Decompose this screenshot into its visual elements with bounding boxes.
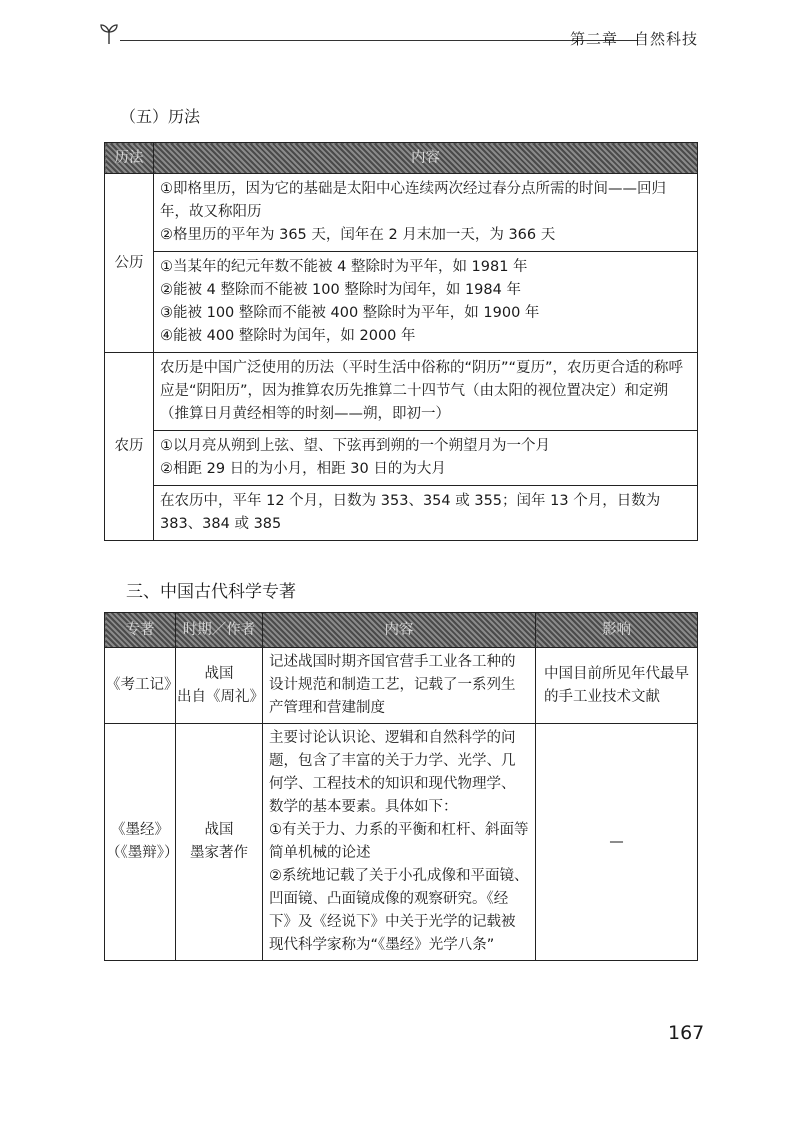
calendar-table (104, 142, 698, 541)
content-line: ②系统地记载了关于小孔成像和平面镜、凹面镜、凸面镜成像的观察研究。《经下》及《经说下》中关于光学的记载被现代科学家称为“《墨经》光学八条” (269, 868, 529, 953)
header-cell-content: 内容 (263, 613, 536, 648)
table-row (105, 724, 698, 961)
content-line: ①当某年的纪元年数不能被 4 整除时为平年，如 1981 年 (160, 259, 528, 275)
calendar-name: 农历 (105, 353, 154, 541)
content-block (154, 353, 697, 431)
page-header (98, 22, 698, 52)
sprout-icon (98, 22, 120, 46)
work-content (263, 648, 536, 724)
content-line: ④能被 400 整除时为闰年，如 2000 年 (160, 328, 416, 344)
work-title-alt: （《墨辩》） (106, 845, 179, 861)
content-line: ②格里历的平年为 365 天，闰年在 2 月末加一天，为 366 天 (160, 227, 556, 243)
table-header-row (105, 613, 698, 648)
header-cell-calendar: 历法 (105, 143, 154, 174)
table-row-lunar (105, 353, 698, 541)
content-block (154, 431, 697, 486)
content-line: ①即格里历，因为它的基础是太阳中心连续两次经过春分点所需的时间——回归年，故又称阳历 (160, 181, 666, 220)
calendar-name: 公历 (105, 174, 154, 353)
content-block (154, 252, 697, 352)
work-title: 《考工记》 (105, 648, 176, 724)
science-works-table (104, 612, 698, 961)
header-cell-era-author: 时期／作者 (176, 613, 263, 648)
work-title (105, 724, 179, 961)
work-source: 出自《周礼》 (177, 688, 264, 705)
calendar-content (154, 174, 698, 353)
content-block (154, 174, 697, 252)
work-era-author (176, 724, 263, 961)
content-line: ②能被 4 整除而不能被 100 整除时为闰年，如 1984 年 (160, 282, 521, 298)
content-line: 在农历中，平年 12 个月，日数为 353、354 或 355；闰年 13 个月，日数为 383、384 或 385 (160, 493, 661, 532)
chapter-heading (570, 28, 698, 49)
work-era: 战国 (204, 822, 234, 838)
content-line: ①以月亮从朔到上弦、望、下弦再到朔的一个朔望月为一个月 (160, 438, 550, 454)
work-impact: — (536, 724, 698, 961)
calendar-content (154, 353, 698, 541)
chapter-number: 第二章 (569, 30, 618, 48)
content-line: ②相距 29 日的为小月，相距 30 日的为大月 (160, 461, 446, 477)
content-line: 农历是中国广泛使用的历法（平时生活中俗称的“阴历”“夏历”，农历更合适的称呼应是“阴阳历”，因为推算农历先推算二十四节气（由太阳的视位置决定）和定朔（推算日月黄经相等的时刻——朔，即初一） (160, 360, 684, 422)
table-header-row (105, 143, 698, 174)
work-impact: 中国目前所见年代最早的手工业技术文献 (536, 648, 698, 724)
section-title-calendar: （五）历法 (120, 107, 201, 126)
header-cell-content: 内容 (154, 143, 698, 174)
content-block (154, 486, 697, 540)
content-line: 主要讨论认识论、逻辑和自然科学的问题，包含了丰富的关于力学、光学、几何学、工程技术的知识和现代物理学、数学的基本要素。具体如下： (269, 730, 516, 815)
header-cell-title: 专著 (105, 613, 176, 648)
work-title-main: 《墨经》 (111, 822, 169, 838)
work-era-author (176, 648, 263, 724)
content-line: 记述战国时期齐国官营手工业各工种的设计规范和制造工艺，记载了一系列生产管理和营建制度 (269, 654, 516, 716)
section-title-works: 三、中国古代科学专著 (126, 582, 296, 602)
work-author: 墨家著作 (190, 845, 248, 861)
work-era: 战国 (204, 665, 234, 682)
content-line: ③能被 100 整除而不能被 400 整除时为平年，如 1900 年 (160, 305, 540, 321)
work-content (263, 724, 536, 961)
header-rule (120, 40, 638, 41)
table-row (105, 648, 698, 724)
page-number: 167 (668, 1022, 705, 1044)
table-row-gregorian (105, 174, 698, 353)
header-cell-impact: 影响 (536, 613, 698, 648)
chapter-topic: 自然科技 (633, 30, 698, 48)
content-line: ①有关于力、力系的平衡和杠杆、斜面等简单机械的论述 (269, 822, 529, 861)
